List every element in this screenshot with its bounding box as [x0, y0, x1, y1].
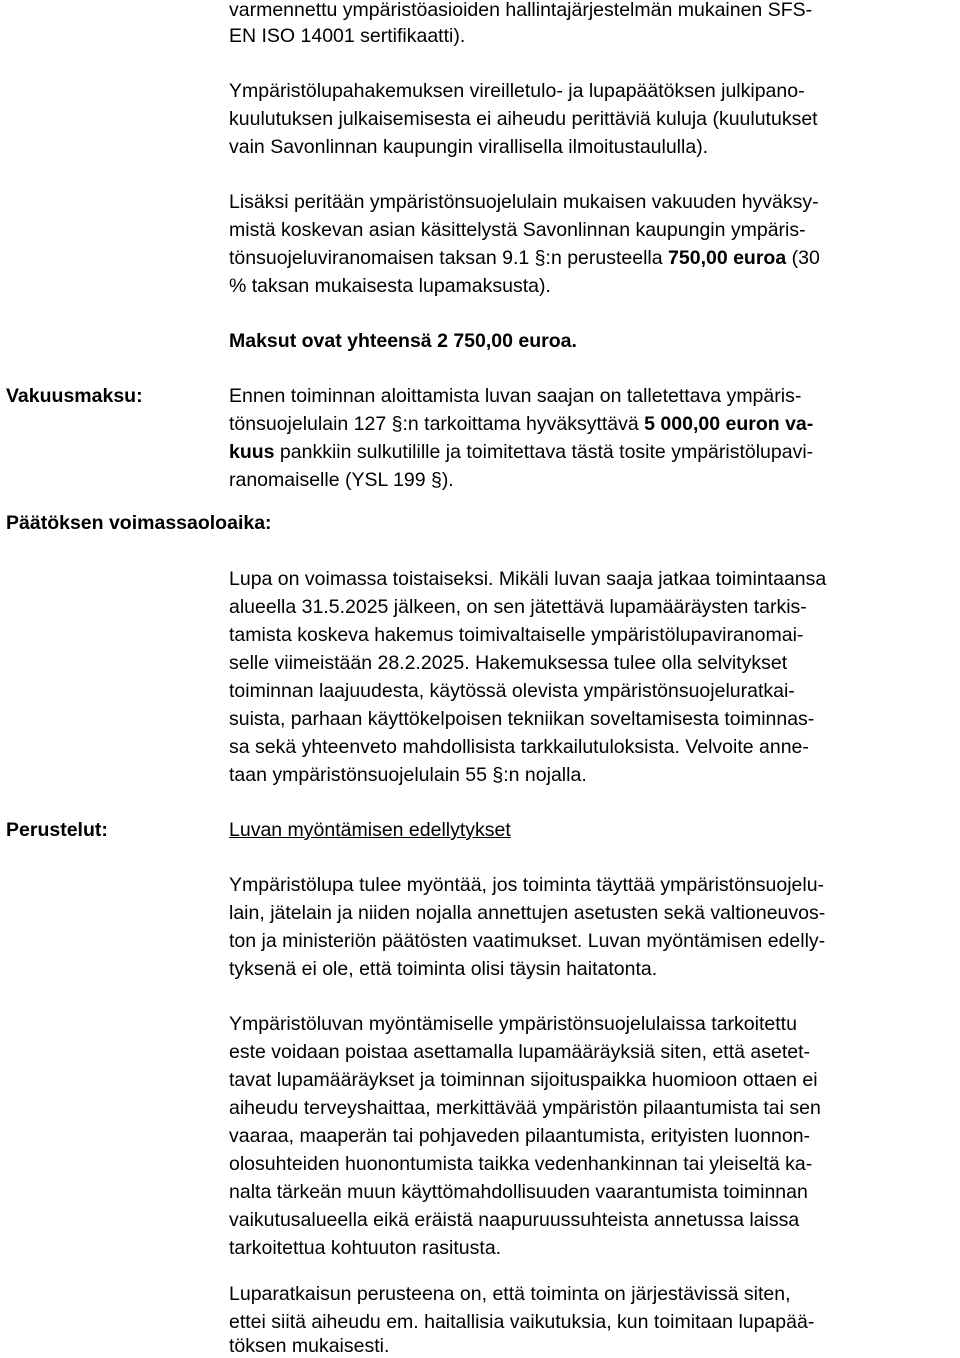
perustelut-p3-line-2: ettei siitä aiheudu em. haitallisia vaikutuksia, kun toimitaan lupapää-: [229, 1311, 815, 1333]
perustelut-p2-line-6: olosuhteiden huonontumista taikka vedenhankinnan tai yleiseltä ka-: [229, 1153, 813, 1175]
publication-line-3: vain Savonlinnan kaupungin virallisella ilmoitustaululla).: [229, 136, 709, 158]
vakuusmaksu-line-3: [229, 440, 813, 464]
intro-line-1: varmennettu ympäristöasioiden hallintajärjestelmän mukainen SFS-: [229, 0, 813, 21]
perustelut-p1-line-1: Ympäristölupa tulee myöntää, jos toiminta täyttää ympäristönsuojelu-: [229, 874, 825, 896]
voimassaoloaika-line-8: taan ympäristönsuojelulain 55 §:n nojalla.: [229, 764, 587, 786]
vakuusmaksu-line-2: [229, 412, 813, 436]
perustelut-p2-line-4: aiheudu terveyshaittaa, merkittävää ympäristön pilaantumista tai sen: [229, 1097, 821, 1119]
guarantee-line-3-tail: (30: [786, 247, 820, 269]
fees-total: Maksut ovat yhteensä 2 750,00 euroa.: [229, 330, 577, 352]
perustelut-label: Perustelut:: [6, 819, 108, 841]
voimassaoloaika-line-6: suista, parhaan käyttökelpoisen tekniikan soveltamisesta toiminnas-: [229, 708, 815, 730]
vakuusmaksu-amount: 5 000,00 euron va-: [644, 413, 814, 435]
perustelut-p2-line-2: este voidaan poistaa asettamalla lupamääräyksiä siten, että asetet-: [229, 1041, 811, 1063]
publication-line-1: Ympäristölupahakemuksen vireilletulo- ja lupapäätöksen julkipano-: [229, 80, 805, 102]
vakuusmaksu-label: Vakuusmaksu:: [6, 385, 143, 407]
perustelut-p2-line-7: nalta tärkeän muun käyttömahdollisuuden vaarantumista toiminnan: [229, 1181, 808, 1203]
perustelut-p1-line-2: lain, jätelain ja niiden nojalla annettujen asetusten sekä valtioneuvos-: [229, 902, 826, 924]
voimassaoloaika-line-3: tamista koskeva hakemus toimivaltaiselle ympäristölupaviranomai-: [229, 624, 804, 646]
vakuusmaksu-line-4: ranomaiselle (YSL 199 §).: [229, 469, 454, 491]
vakuusmaksu-line-1: Ennen toiminnan aloittamista luvan saajan on talletettava ympäris-: [229, 385, 802, 407]
perustelut-p3-line-3: töksen mukaisesti.: [229, 1335, 390, 1357]
perustelut-p3-line-1: Luparatkaisun perusteena on, että toiminta on järjestävissä siten,: [229, 1283, 791, 1305]
guarantee-line-2: mistä koskevan asian käsittelystä Savonlinnan kaupungin ympäris-: [229, 219, 806, 241]
vakuusmaksu-line-2-text: tönsuojelulain 127 §:n tarkoittama hyväksyttävä: [229, 413, 645, 435]
vakuusmaksu-line-3-text: pankkiin sulkutilille ja toimitettava tästä tosite ympäristölupavi-: [274, 441, 814, 463]
perustelut-heading: Luvan myöntämisen edellytykset: [229, 819, 511, 841]
perustelut-p2-line-9: tarkoitettua kohtuuton rasitusta.: [229, 1237, 502, 1259]
voimassaoloaika-line-5: toiminnan laajuudesta, käytössä olevista ympäristönsuojeluratkai-: [229, 680, 795, 702]
intro-line-2: EN ISO 14001 sertifikaatti).: [229, 25, 466, 47]
vakuusmaksu-amount-end: kuus: [229, 441, 275, 463]
guarantee-amount: 750,00 euroa: [668, 247, 787, 269]
voimassaoloaika-label: Päätöksen voimassaoloaika:: [6, 512, 272, 534]
perustelut-p2-line-3: tavat lupamääräykset ja toiminnan sijoituspaikka huomioon ottaen ei: [229, 1069, 818, 1091]
perustelut-p1-line-3: ton ja ministeriön päätösten vaatimukset. Luvan myöntämisen edelly-: [229, 930, 826, 952]
publication-line-2: kuulutuksen julkaisemisesta ei aiheudu perittäviä kuluja (kuulutukset: [229, 108, 818, 130]
voimassaoloaika-line-1: Lupa on voimassa toistaiseksi. Mikäli luvan saaja jatkaa toimintaansa: [229, 568, 827, 590]
guarantee-line-4: % taksan mukaisesta lupamaksusta).: [229, 275, 551, 297]
guarantee-line-1: Lisäksi peritään ympäristönsuojelulain mukaisen vakuuden hyväksy-: [229, 191, 819, 213]
guarantee-line-3-text: tönsuojeluviranomaisen taksan 9.1 §:n perusteella: [229, 247, 669, 269]
perustelut-p2-line-8: vaikutusalueella eikä eräistä naapuruussuhteista annetussa laissa: [229, 1209, 800, 1231]
voimassaoloaika-line-7: sa sekä yhteenveto mahdollisista tarkkailutuloksista. Velvoite anne-: [229, 736, 809, 758]
voimassaoloaika-line-2: alueella 31.5.2025 jälkeen, on sen jätettävä lupamääräysten tarkis-: [229, 596, 807, 618]
perustelut-p2-line-5: vaaraa, maaperän tai pohjaveden pilaantumista, erityisten luonnon-: [229, 1125, 811, 1147]
voimassaoloaika-line-4: selle viimeistään 28.2.2025. Hakemuksessa tulee olla selvitykset: [229, 652, 788, 674]
perustelut-p1-line-4: tyksenä ei ole, että toiminta olisi täysin haitatonta.: [229, 958, 658, 980]
perustelut-p2-line-1: Ympäristöluvan myöntämiselle ympäristönsuojelulaissa tarkoitettu: [229, 1013, 797, 1035]
guarantee-line-3: [229, 246, 820, 270]
